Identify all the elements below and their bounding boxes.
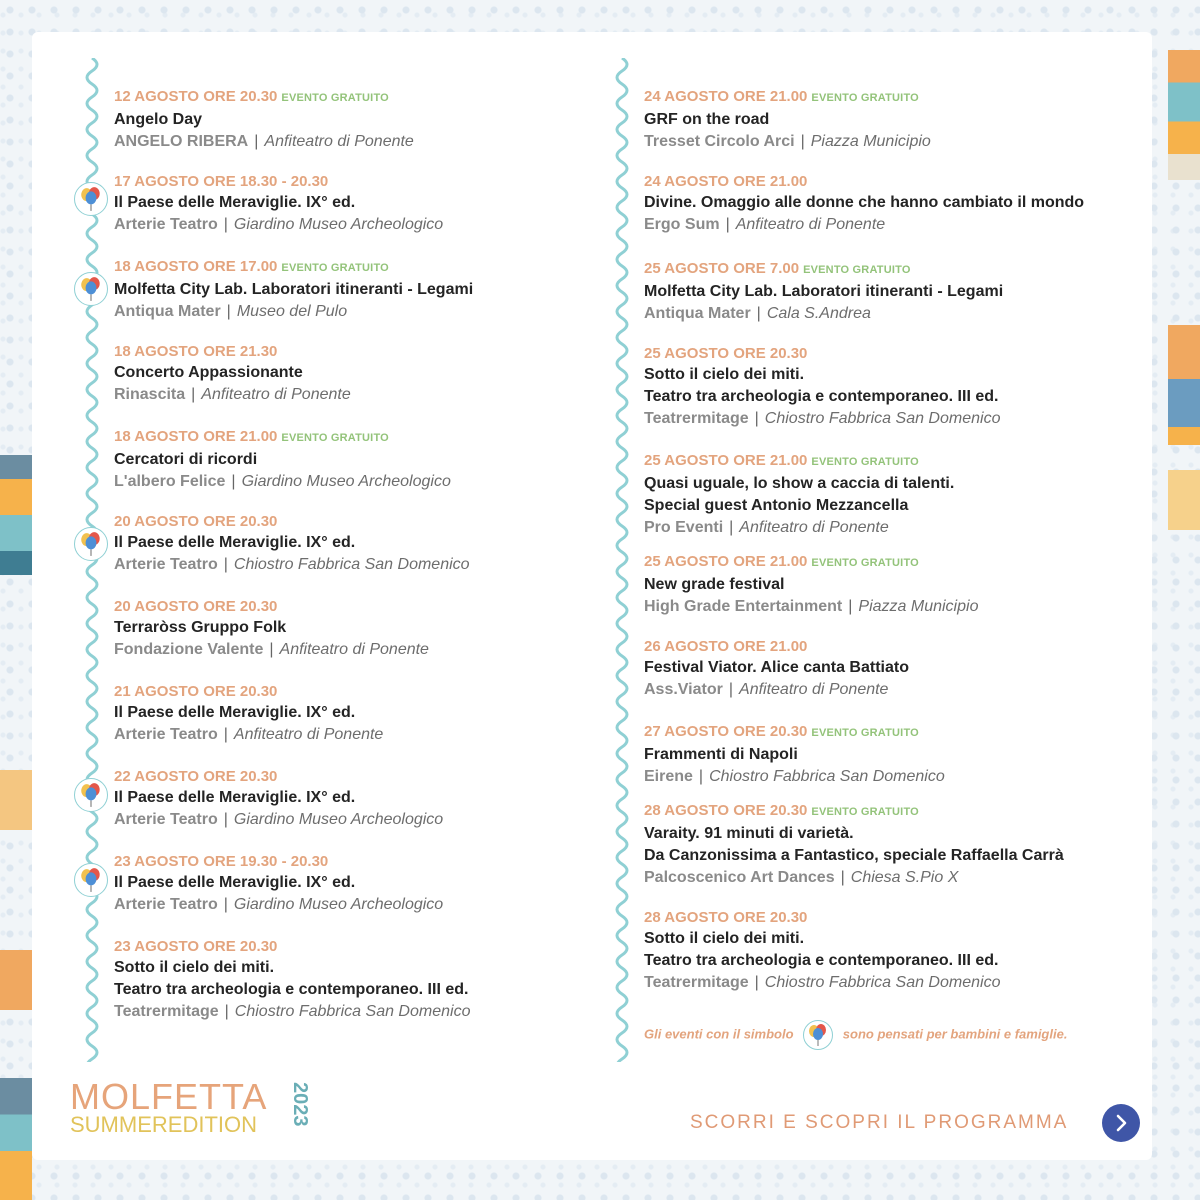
event-organizer: Pro Eventi [644, 519, 724, 536]
event-item [644, 551, 1124, 618]
event-organizer: Teatrermitage [644, 974, 749, 991]
event-item [644, 800, 1124, 889]
separator: | [840, 869, 845, 886]
event-meta [114, 131, 594, 153]
event-venue: Anfiteatro di Ponente [739, 681, 889, 698]
event-meta [114, 894, 594, 916]
event-organizer: High Grade Entertainment [644, 598, 843, 615]
event-item [644, 171, 1124, 236]
event-title: Sotto il cielo dei miti. [114, 959, 275, 976]
event-venue: Anfiteatro di Ponente [735, 216, 886, 233]
event-date [114, 596, 594, 617]
event-item [644, 258, 1124, 325]
event-title: Quasi uguale, lo show a caccia di talenti. [644, 475, 955, 492]
event-organizer: Arterie Teatro [114, 811, 218, 828]
event-item [114, 341, 594, 406]
event-title: Concerto Appassionante [114, 364, 303, 381]
free-event-badge: EVENTO GRATUITO [803, 264, 911, 276]
event-meta [114, 554, 594, 576]
event-item [114, 936, 594, 1023]
event-venue: Anfiteatro di Ponente [279, 641, 429, 658]
event-title: Il Paese delle Meraviglie. IX° ed. [114, 874, 356, 891]
event-meta [644, 679, 1124, 701]
balloons-icon [74, 778, 108, 812]
side-decoration [0, 1078, 32, 1200]
free-event-badge: EVENTO GRATUITO [811, 557, 919, 569]
side-decoration [1168, 325, 1200, 445]
scroll-cta-label: SCORRI E SCOPRI IL PROGRAMMA [690, 1112, 1069, 1133]
event-date [114, 766, 594, 787]
event-title: Sotto il cielo dei miti. [644, 930, 805, 947]
event-organizer: ANGELO RIBERA [114, 133, 249, 150]
event-date [644, 907, 1124, 928]
free-event-badge: EVENTO GRATUITO [281, 432, 389, 444]
event-date [644, 86, 1124, 109]
wave-divider-right [610, 58, 634, 1062]
event-venue: Piazza Municipio [858, 598, 979, 615]
event-meta [114, 471, 594, 493]
event-meta [114, 384, 594, 406]
event-date-text: 25 AGOSTO ORE 7.00 [644, 260, 800, 277]
event-item [114, 171, 594, 236]
event-venue: Anfiteatro di Ponente [201, 386, 351, 403]
event-date-text: 28 AGOSTO ORE 20.30 [644, 802, 808, 819]
free-event-badge: EVENTO GRATUITO [281, 262, 389, 274]
event-item [114, 426, 594, 493]
event-organizer: Arterie Teatro [114, 216, 218, 233]
separator: | [848, 598, 853, 615]
event-item [644, 636, 1124, 701]
event-meta [644, 867, 1124, 889]
event-date [114, 851, 594, 872]
free-event-badge: EVENTO GRATUITO [811, 92, 919, 104]
event-organizer: Arterie Teatro [114, 556, 218, 573]
event-date [114, 511, 594, 532]
event-meta [114, 1001, 594, 1023]
event-date-text: 28 AGOSTO ORE 20.30 [644, 909, 808, 926]
event-date-text: 17 AGOSTO ORE 18.30 - 20.30 [114, 173, 329, 190]
event-date-text: 23 AGOSTO ORE 19.30 - 20.30 [114, 853, 329, 870]
event-date [644, 343, 1124, 364]
event-item [114, 681, 594, 746]
event-item [114, 511, 594, 576]
separator: | [231, 473, 236, 490]
free-event-badge: EVENTO GRATUITO [811, 456, 919, 468]
event-date [644, 171, 1124, 192]
event-item [114, 256, 594, 323]
separator: | [223, 556, 228, 573]
event-title: GRF on the road [644, 111, 770, 128]
event-meta [644, 766, 1124, 788]
event-item [644, 907, 1124, 994]
event-date-text: 25 AGOSTO ORE 21.00 [644, 452, 808, 469]
free-event-badge: EVENTO GRATUITO [811, 727, 919, 739]
balloons-icon [803, 1020, 833, 1050]
event-title: Il Paese delle Meraviglie. IX° ed. [114, 789, 356, 806]
event-venue: Chiostro Fabbrica San Domenico [234, 1003, 471, 1020]
event-title: Teatro tra archeologia e contemporaneo. III ed. [644, 952, 999, 969]
event-date [644, 551, 1124, 574]
event-item [114, 851, 594, 916]
separator: | [269, 641, 274, 658]
event-item [114, 596, 594, 661]
kids-note [644, 1020, 1124, 1050]
event-title: Angelo Day [114, 111, 203, 128]
event-organizer: Fondazione Valente [114, 641, 264, 658]
event-date [114, 86, 594, 109]
event-title: Il Paese delle Meraviglie. IX° ed. [114, 534, 356, 551]
event-title: Festival Viator. Alice canta Battiato [644, 659, 909, 676]
kids-note-after: sono pensati per bambini e famiglie. [842, 1026, 1068, 1042]
event-date [114, 341, 594, 362]
logo-year: 2023 [289, 1082, 311, 1127]
event-date-text: 18 AGOSTO ORE 17.00 [114, 258, 278, 275]
event-organizer: Arterie Teatro [114, 896, 218, 913]
event-date [114, 936, 594, 957]
event-organizer: Teatrermitage [644, 410, 749, 427]
kids-note-before: Gli eventi con il simbolo [644, 1026, 794, 1042]
event-meta [114, 724, 594, 746]
event-date-text: 22 AGOSTO ORE 20.30 [114, 768, 278, 785]
separator: | [698, 768, 704, 785]
separator: | [725, 216, 730, 233]
event-date-text: 18 AGOSTO ORE 21.30 [114, 343, 278, 360]
event-date-text: 23 AGOSTO ORE 20.30 [114, 938, 278, 955]
event-organizer: Rinascita [114, 386, 186, 403]
separator: | [224, 1003, 229, 1020]
event-organizer: Eirene [644, 768, 693, 785]
separator: | [223, 726, 228, 743]
molfetta-logo [70, 1076, 311, 1137]
event-venue: Chiesa S.Pio X [850, 869, 959, 886]
event-organizer: Arterie Teatro [114, 726, 218, 743]
event-title: Teatro tra archeologia e contemporaneo. III ed. [114, 981, 469, 998]
event-meta [644, 303, 1124, 325]
balloons-icon [74, 863, 108, 897]
event-title: Il Paese delle Meraviglie. IX° ed. [114, 194, 356, 211]
free-event-badge: EVENTO GRATUITO [281, 92, 389, 104]
event-date [114, 681, 594, 702]
event-item [644, 343, 1124, 430]
event-meta [644, 972, 1124, 994]
event-date [644, 800, 1124, 823]
event-date-text: 20 AGOSTO ORE 20.30 [114, 513, 278, 530]
side-decoration [0, 950, 32, 1010]
event-title: Special guest Antonio Mezzancella [644, 497, 909, 514]
event-item [644, 721, 1124, 788]
separator: | [800, 133, 805, 150]
event-date-text: 20 AGOSTO ORE 20.30 [114, 598, 278, 615]
event-title: Cercatori di ricordi [114, 451, 258, 468]
event-date [114, 171, 594, 192]
separator: | [728, 681, 734, 698]
event-organizer: Ass.Viator [644, 681, 723, 698]
event-item [114, 766, 594, 831]
event-meta [644, 214, 1124, 236]
separator: | [756, 305, 761, 322]
event-meta [114, 639, 594, 661]
event-title: Varaity. 91 minuti di varietà. [644, 825, 854, 842]
event-date [114, 256, 594, 279]
event-venue: Anfiteatro di Ponente [264, 133, 414, 150]
event-venue: Anfiteatro di Ponente [233, 726, 384, 743]
event-venue: Cala S.Andrea [766, 305, 871, 322]
event-venue: Giardino Museo Archeologico [241, 473, 451, 490]
event-title: Molfetta City Lab. Laboratori itineranti - Legami [644, 283, 1004, 300]
event-date [114, 426, 594, 449]
event-item [644, 86, 1124, 153]
separator: | [223, 216, 228, 233]
event-meta [644, 131, 1124, 153]
event-date [644, 450, 1124, 473]
event-venue: Piazza Municipio [810, 133, 931, 150]
event-title: Il Paese delle Meraviglie. IX° ed. [114, 704, 356, 721]
event-date-text: 18 AGOSTO ORE 21.00 [114, 428, 278, 445]
side-decoration [0, 770, 32, 830]
separator: | [191, 386, 196, 403]
side-decoration [1168, 470, 1200, 530]
event-title: Divine. Omaggio alle donne che hanno cambiato il mondo [644, 194, 1085, 211]
event-meta [644, 596, 1124, 618]
event-title: Molfetta City Lab. Laboratori itineranti - Legami [114, 281, 474, 298]
next-page-button[interactable] [1102, 1104, 1140, 1142]
event-date-text: 25 AGOSTO ORE 20.30 [644, 345, 808, 362]
chevron-right-icon [1113, 1114, 1129, 1132]
event-date [644, 721, 1124, 744]
event-meta [114, 809, 594, 831]
event-title: Da Canzonissima a Fantastico, speciale Raffaella Carrà [644, 847, 1064, 864]
event-organizer: L'albero Felice [114, 473, 226, 490]
separator: | [226, 303, 231, 320]
balloons-icon [74, 272, 108, 306]
event-venue: Museo del Pulo [236, 303, 348, 320]
event-venue: Chiostro Fabbrica San Domenico [764, 410, 1001, 427]
event-venue: Giardino Museo Archeologico [233, 216, 444, 233]
separator: | [729, 519, 734, 536]
separator: | [223, 811, 228, 828]
event-organizer: Tresset Circolo Arci [644, 133, 795, 150]
event-venue: Chiostro Fabbrica San Domenico [233, 556, 470, 573]
event-organizer: Palcoscenico Art Dances [644, 869, 835, 886]
event-date-text: 12 AGOSTO ORE 20.30 [114, 88, 278, 105]
side-decoration [1168, 50, 1200, 180]
event-title: Sotto il cielo dei miti. [644, 366, 805, 383]
event-date-text: 24 AGOSTO ORE 21.00 [644, 173, 808, 190]
separator: | [223, 896, 228, 913]
event-date-text: 24 AGOSTO ORE 21.00 [644, 88, 808, 105]
event-venue: Chiostro Fabbrica San Domenico [709, 768, 945, 785]
event-item [644, 450, 1124, 539]
event-meta [644, 517, 1124, 539]
event-item [114, 86, 594, 153]
logo-main: MOLFETTA [70, 1076, 268, 1117]
event-venue: Giardino Museo Archeologico [233, 896, 444, 913]
event-date [644, 258, 1124, 281]
side-decoration [0, 455, 32, 575]
event-venue: Chiostro Fabbrica San Domenico [764, 974, 1001, 991]
event-date-text: 26 AGOSTO ORE 21.00 [644, 638, 808, 655]
event-meta [644, 408, 1124, 430]
event-date [644, 636, 1124, 657]
event-venue: Giardino Museo Archeologico [233, 811, 444, 828]
event-title: Frammenti di Napoli [644, 746, 798, 763]
event-meta [114, 214, 594, 236]
event-title: Teatro tra archeologia e contemporaneo. III ed. [644, 388, 999, 405]
free-event-badge: EVENTO GRATUITO [811, 806, 919, 818]
separator: | [754, 410, 759, 427]
event-organizer: Teatrermitage [114, 1003, 219, 1020]
separator: | [754, 974, 759, 991]
wave-line [617, 58, 627, 1062]
event-date-text: 27 AGOSTO ORE 20.30 [644, 723, 808, 740]
event-organizer: Antiqua Mater [114, 303, 221, 320]
event-title: Terraròss Gruppo Folk [114, 619, 287, 636]
event-date-text: 21 AGOSTO ORE 20.30 [114, 683, 278, 700]
event-meta [114, 301, 594, 323]
separator: | [254, 133, 259, 150]
event-organizer: Antiqua Mater [644, 305, 751, 322]
balloons-icon [74, 182, 108, 216]
event-title: New grade festival [644, 576, 785, 593]
logo-sub: SUMMEREDITION [70, 1112, 257, 1137]
balloons-icon [74, 527, 108, 561]
event-date-text: 25 AGOSTO ORE 21.00 [644, 553, 808, 570]
event-venue: Anfiteatro di Ponente [739, 519, 889, 536]
event-organizer: Ergo Sum [644, 216, 720, 233]
